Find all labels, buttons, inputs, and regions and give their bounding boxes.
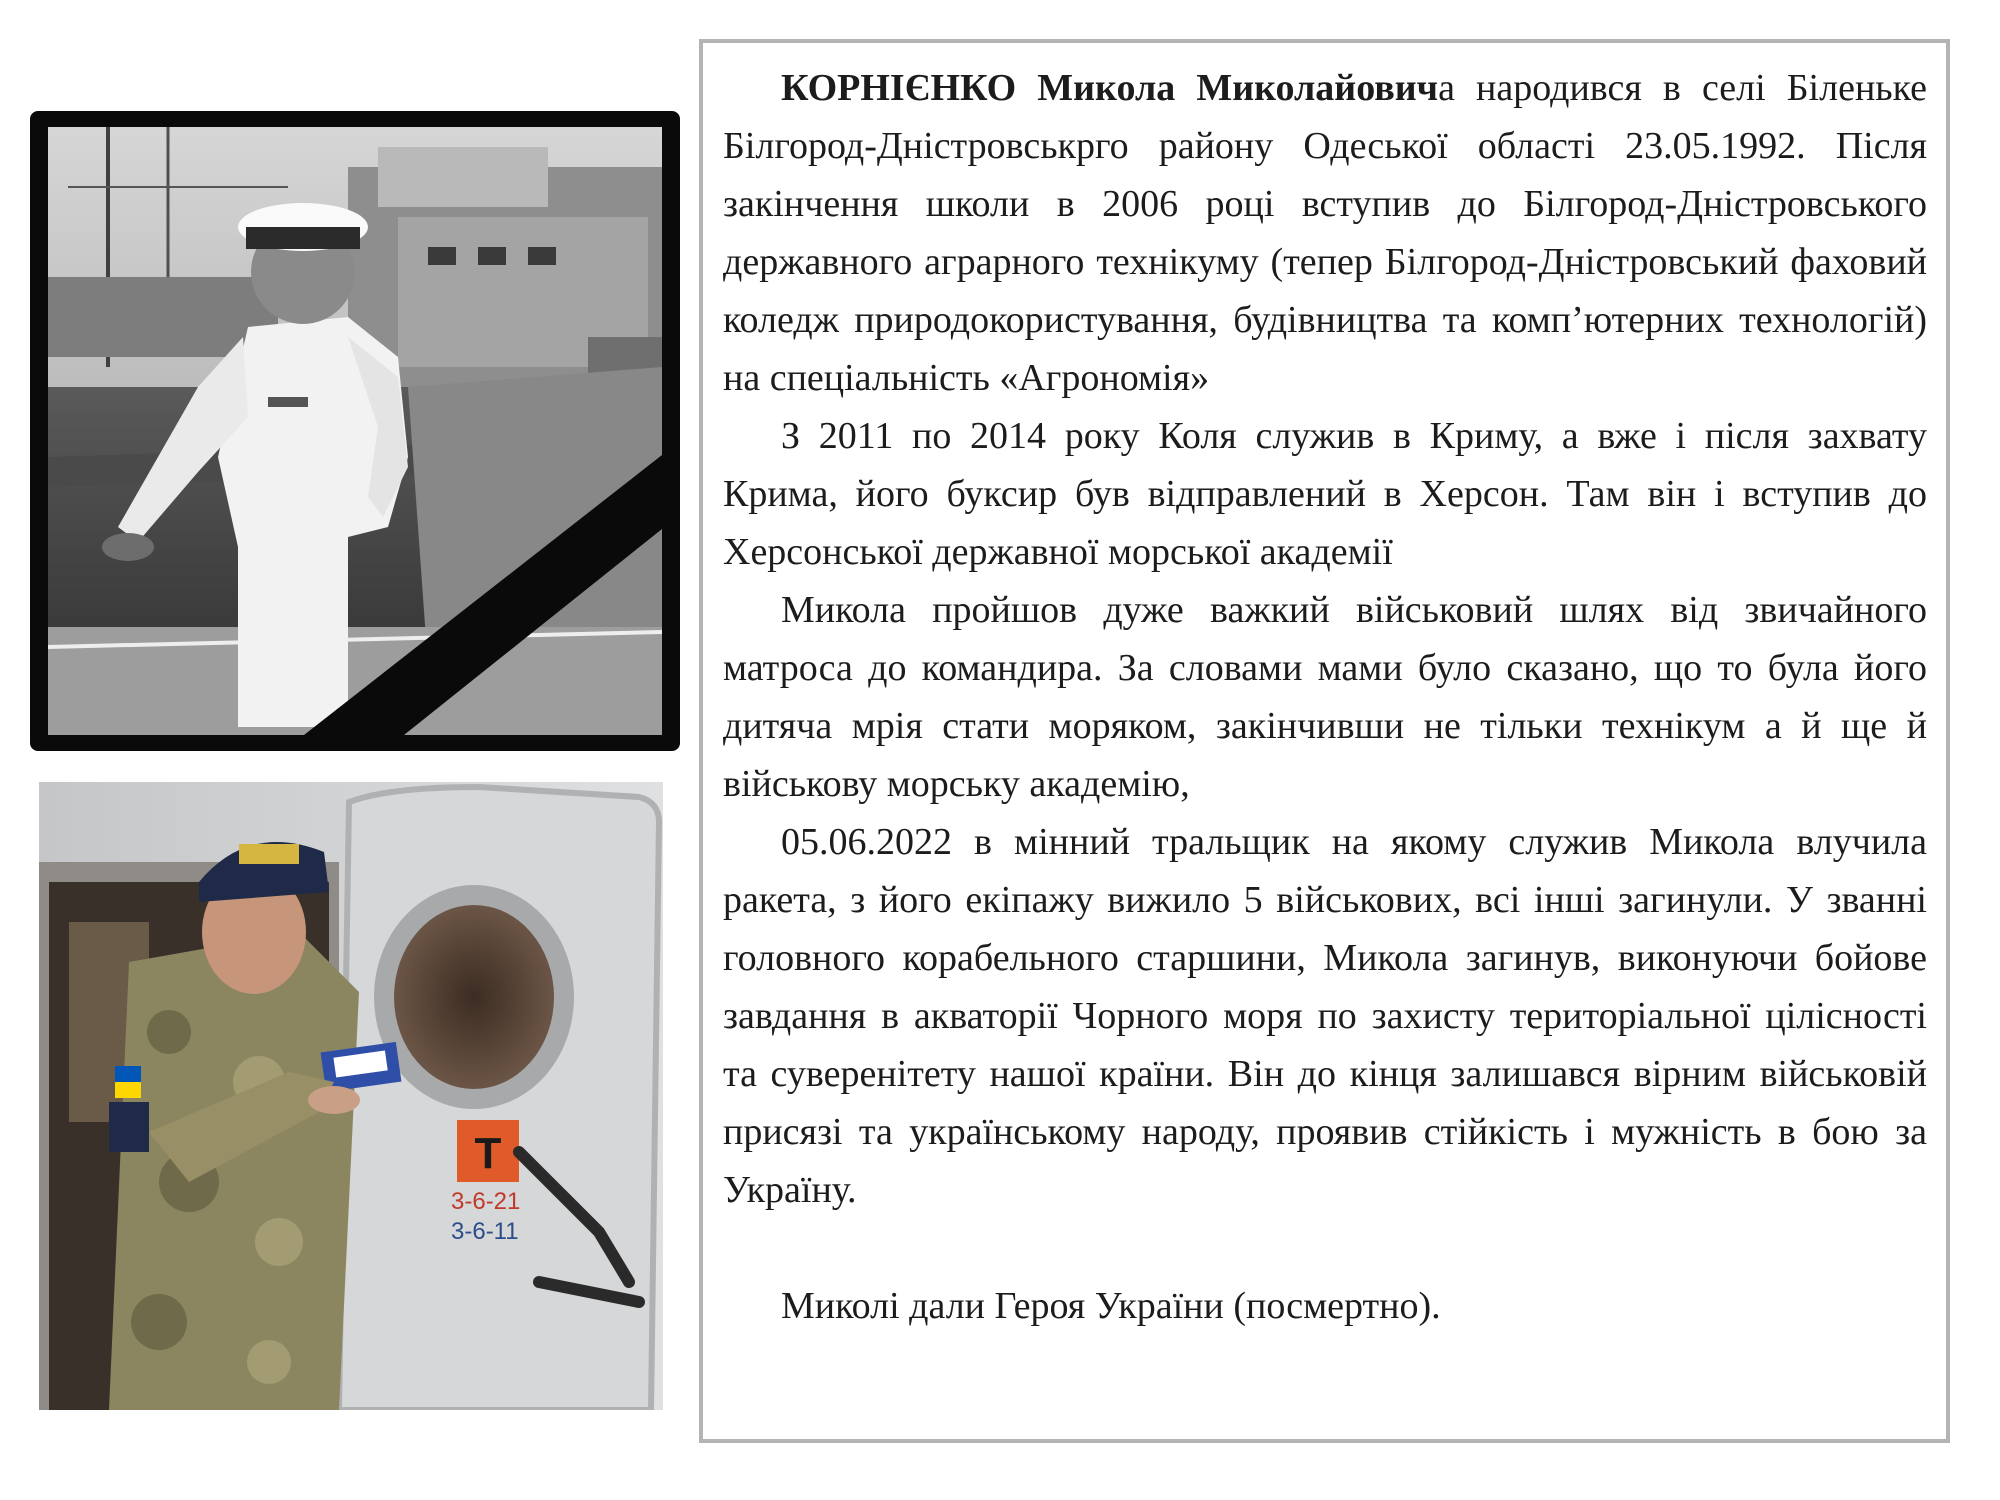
bio-paragraph-1-text: а народився в селі Біленьке Білгород-Дністровськрго району Одеської області 23.05.1992. Після закінчення школи в 2006 році вступив до Білгород-Дністровського державного аграрного технікуму (тепер Білгород-Дністровський фаховий коледж природокористування, будівництва та комп’ютерних технологій) на спеціальність «Агрономія» — [723, 67, 1927, 399]
bio-paragraph-5: Миколі дали Героя України (посмертно). — [781, 1285, 1441, 1327]
bio-paragraph-1 — [723, 59, 1927, 407]
door-code-red: 3-6-21 — [451, 1188, 521, 1215]
memorial-photo — [48, 127, 662, 735]
bio-paragraph-4: 05.06.2022 в мінний тральщик на якому служив Микола влучила ракета, з його екіпажу вижило 5 військових, всі інші загинули. У званні головного корабельного старшини, Микола загинув, виконуючи бойове завдання в акваторії Чорного моря по захисту територіальної цілісності та суверенітету нашої країни. Він до кінця залишався вірним військовій присязі та українському народу, проявив стійкість і мужність в бою за Україну. — [723, 821, 1927, 1211]
bio-paragraph-3: Микола пройшов дуже важкий військовий шлях від звичайного матроса до командира. За словами мами було сказано, що то була його дитяча мрія стати моряком, закінчивши не тільки технікум а й ще й військову морську академію, — [723, 589, 1927, 805]
hero-name: КОРНІЄНКО Микола Миколайович — [781, 67, 1439, 109]
door-photo — [39, 782, 663, 1410]
door-photo-frame — [39, 782, 663, 1410]
bio-paragraph-2: З 2011 по 2014 року Коля служив в Криму, а вже і після захвату Крима, його буксир був відправлений в Херсон. Там він і вступив до Херсонської державної морської академії — [723, 415, 1927, 573]
biography-box — [699, 39, 1950, 1443]
memorial-photo-frame — [30, 111, 680, 751]
biography-text — [723, 59, 1927, 1335]
door-sign-letter: Т — [474, 1129, 502, 1178]
door-code-blue: 3-6-11 — [451, 1218, 519, 1245]
